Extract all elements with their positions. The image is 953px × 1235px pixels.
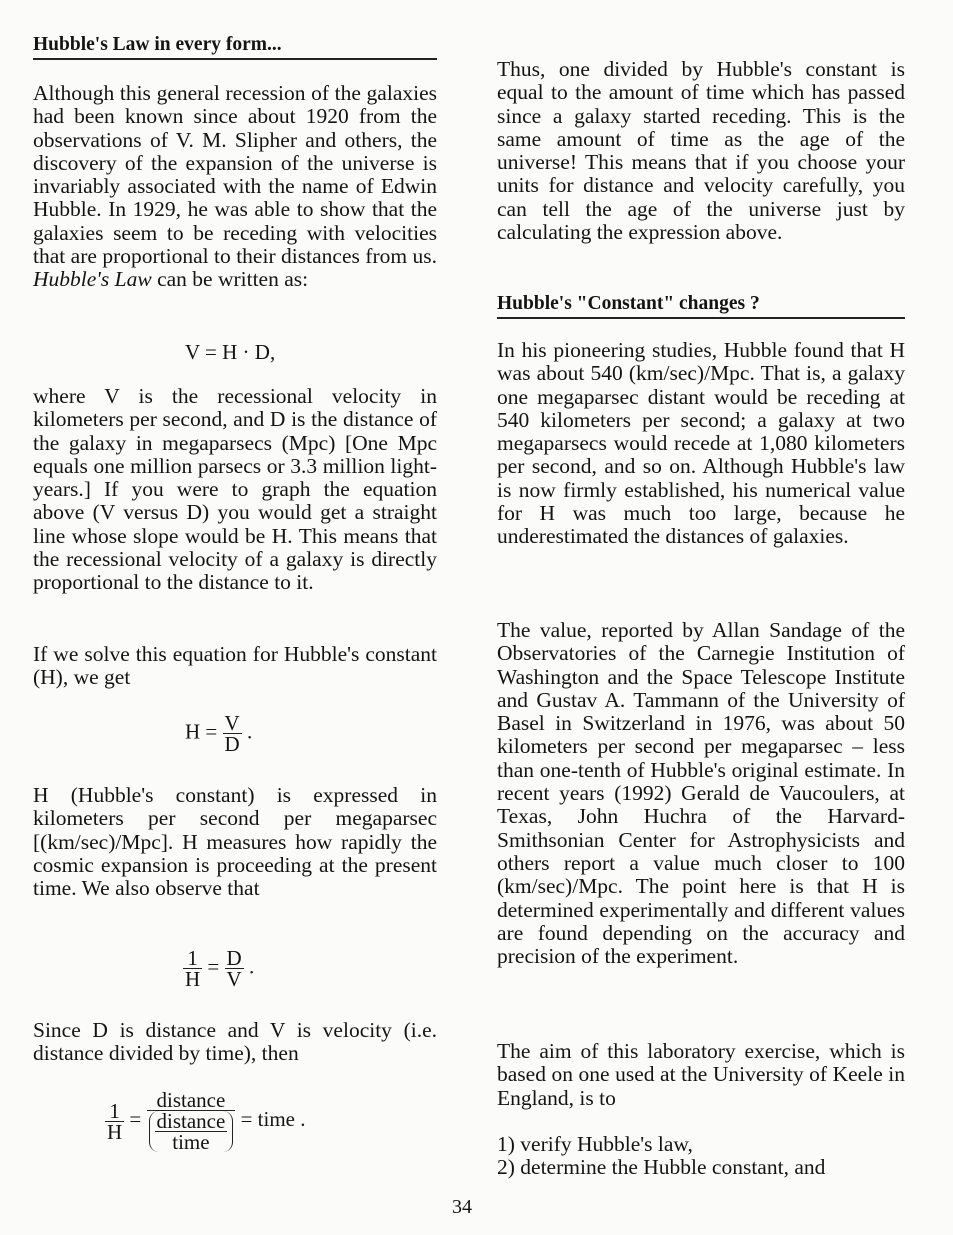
fraction-one-over-h bbox=[183, 948, 202, 989]
eq4-denominator-1: H bbox=[107, 1119, 123, 1144]
paragraph-aim: The aim of this laboratory exercise, which is based on one used at the University of Keele in England, is to bbox=[497, 1039, 905, 1110]
eq2-numerator: V bbox=[224, 711, 240, 735]
page-number: 34 bbox=[452, 1196, 472, 1218]
fraction-d-over-v bbox=[225, 948, 244, 989]
eq3-denominator-1: H bbox=[185, 967, 201, 991]
eq3-period: . bbox=[248, 954, 255, 979]
eq4-inner-numerator: distance bbox=[156, 1109, 226, 1133]
equation-v-equals-hd: V = H · D, bbox=[185, 340, 276, 364]
equation-one-over-h-time bbox=[105, 1090, 306, 1152]
fraction-v-over-d bbox=[223, 713, 242, 754]
fraction-one-over-h-2 bbox=[105, 1098, 124, 1144]
paragraph-intro bbox=[33, 82, 437, 292]
equation-one-over-h bbox=[183, 948, 254, 989]
paragraph-thus: Thus, one divided by Hubble's constant is equal to the amount of time which has passed since a galaxy started receding. This is the same amount of time as the age of the universe! This means that if you choose your units for distance and velocity carefully, you can tell the age of the universe just by calculating the expression above. bbox=[497, 57, 905, 245]
eq2-period: . bbox=[246, 719, 253, 744]
eq4-inner-denominator: time bbox=[172, 1130, 210, 1154]
eq2-denominator: D bbox=[224, 732, 240, 756]
eq3-numerator-1: 1 bbox=[183, 948, 202, 969]
eq4-equals-time: = time . bbox=[240, 1106, 306, 1131]
list-item-2: 2) determine the Hubble constant, and bbox=[497, 1155, 826, 1179]
eq4-denominator-paren bbox=[147, 1111, 236, 1152]
eq2-lhs: H = bbox=[185, 719, 218, 744]
paragraph-sandage: The value, reported by Allan Sandage of the Observatories of the Carnegie Institution of Washington and the Space Telescope Institute and Gustav A. Tammann of the University of Basel in Switzerland in 1976, was about 50 kilometers per second per megaparsec – less than one-tenth of Hubble's original estimate. In recent years (1992) Gerald de Vaucoulers, at Texas, John Huchra of the Harvard-Smithsonian Center for Astrophysicists and others report a value much closer to 100 (km/sec)/Mpc. The point here is that H is determined experimentally and different values are found depending on the accuracy and precision of the experiment. bbox=[497, 618, 905, 969]
paragraph-since-d: Since D is distance and V is velocity (i.e. distance divided by time), then bbox=[33, 1018, 437, 1066]
eq3-equals: = bbox=[207, 954, 220, 979]
paragraph-intro-text: Although this general recession of the galaxies had been known since about 1920 from the observations of V. M. Slipher and others, the discovery of the expansion of the universe is invariably associated with the name of Edwin Hubble. In 1929, he was able to show that the galaxies seem to be receding with velocities that are proportional to their distances from us. bbox=[33, 81, 437, 269]
paragraph-pioneering: In his pioneering studies, Hubble found that H was about 540 (km/sec)/Mpc. That is, a galaxy one megaparsec distant would be receding at 540 kilometers per second; a galaxy at two megaparsecs would recede at 1,080 kilometers per second, and so on. Although Hubble's law is now firmly established, his numerical value for H was much too large, because he underestimated the distances of galaxies. bbox=[497, 338, 905, 549]
fraction-distance-over-time bbox=[155, 1111, 228, 1152]
list-item-1: 1) verify Hubble's law, bbox=[497, 1132, 693, 1156]
eq4-equals: = bbox=[129, 1106, 142, 1131]
eq3-numerator-2: D bbox=[226, 946, 242, 970]
section-heading-constant-changes: Hubble's "Constant" changes ? bbox=[497, 292, 905, 319]
paragraph-solve-h: If we solve this equation for Hubble's constant (H), we get bbox=[33, 642, 437, 690]
hubbles-law-term: Hubble's Law bbox=[33, 267, 152, 292]
eq4-numerator-distance: distance bbox=[147, 1090, 236, 1111]
paragraph-intro-tail: can be written as: bbox=[151, 267, 309, 292]
paragraph-where-v: where V is the recessional velocity in kilometers per second, and D is the distance of the galaxy in megaparsecs (Mpc) [One Mpc equals one million parsecs or 3.3 million light-years.] If you were to graph the equation above (V versus D) you would get a straight line whose slope would be H. This means that the recessional velocity of a galaxy is directly proportional to the distance to it. bbox=[33, 384, 437, 595]
fraction-distance-over-speed bbox=[147, 1090, 236, 1152]
eq3-denominator-2: V bbox=[226, 967, 242, 991]
equation-h-equals-v-over-d bbox=[185, 713, 252, 754]
paragraph-h-expressed: H (Hubble's constant) is expressed in kilometers per second per megaparsec [(km/sec)/Mpc]. H measures how rapidly the cosmic expansion is proceeding at the present time. We also observe that bbox=[33, 783, 437, 901]
paren-distance-over-time bbox=[149, 1111, 234, 1152]
section-heading-hubbles-law: Hubble's Law in every form... bbox=[33, 33, 437, 60]
eq4-numerator-1: 1 bbox=[105, 1101, 124, 1122]
